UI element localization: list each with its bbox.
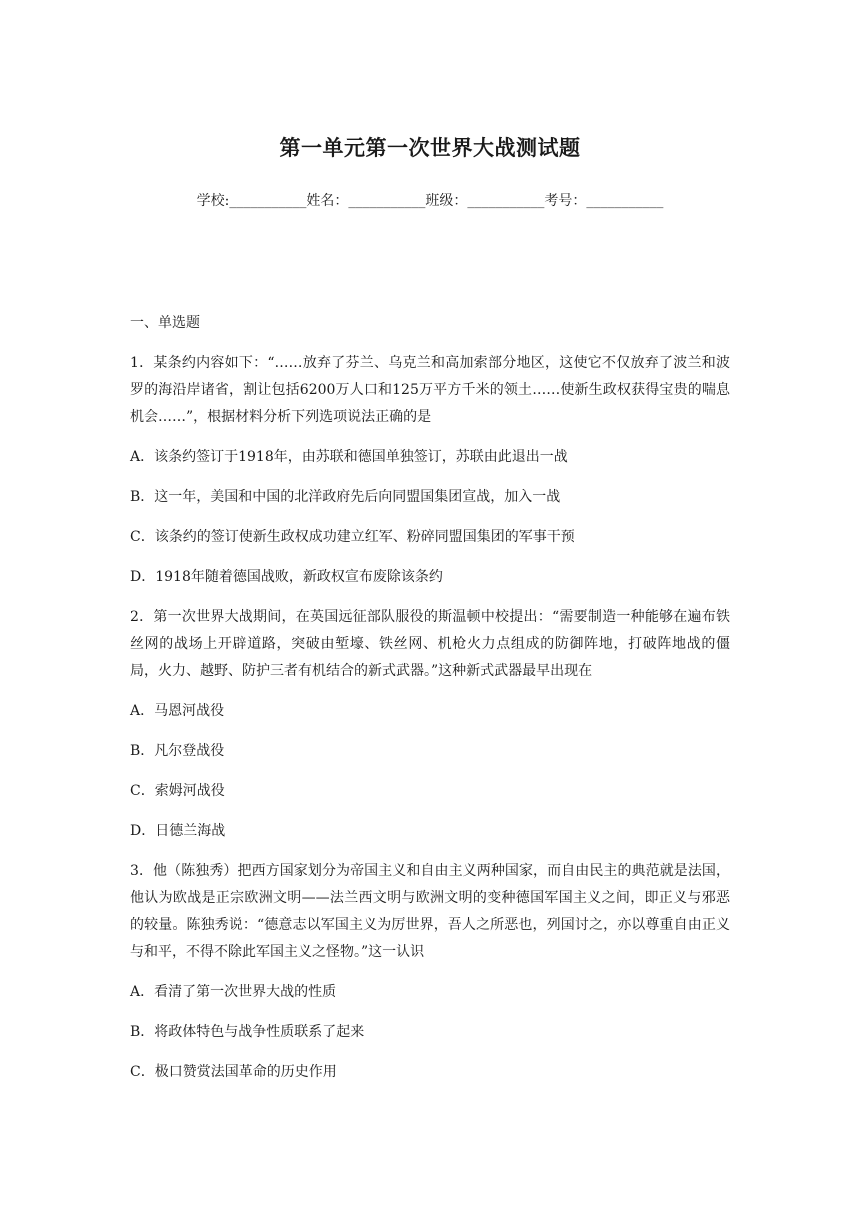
option-a: A．马恩河战役 (130, 703, 225, 719)
section-heading: 一、单选题 (130, 315, 200, 331)
question-block (130, 350, 730, 591)
option-c: C．索姆河战役 (130, 783, 225, 799)
student-info-line: 学校:___________姓名：___________班级：___________考号：___________ (196, 193, 664, 209)
question-block (130, 858, 730, 1086)
option-b: B．将政体特色与战争性质联系了起来 (130, 1024, 365, 1040)
option-a: A．该条约签订于1918年，由苏联和德国单独签订，苏联由此退出一战 (130, 449, 568, 465)
option-b: B．这一年，美国和中国的北洋政府先后向同盟国集团宣战，加入一战 (130, 489, 561, 505)
question-stem: 1．某条约内容如下：“……放弃了芬兰、乌克兰和高加索部分地区，这使它不仅放弃了波兰和波罗的海沿岸诸省，割让包括6200万人口和125万平方千米的领土……使新生政权获得宝贵的喘息机会……”，根据材料分析下列选项说法正确的是 (130, 355, 730, 425)
question-block (130, 604, 730, 845)
option-d: D．日德兰海战 (130, 823, 226, 839)
document-title: 第一单元第一次世界大战测试题 (279, 135, 581, 160)
question-stem: 2．第一次世界大战期间，在英国远征部队服役的斯温顿中校提出：“需要制造一种能够在遍布铁丝网的战场上开辟道路，突破由堑壕、铁丝网、机枪火力点组成的防御阵地，打破阵地战的僵局，火力、越野、防护三者有机结合的新式武器。”这种新式武器最早出现在 (130, 609, 730, 679)
option-c: C．该条约的签订使新生政权成功建立红军、粉碎同盟国集团的军事干预 (130, 529, 575, 545)
question-stem: 3．他（陈独秀）把西方国家划分为帝国主义和自由主义两种国家，而自由民主的典范就是法国，他认为欧战是正宗欧洲文明——法兰西文明与欧洲文明的变种德国军国主义之间，即正义与邪恶的较量。陈独秀说：“德意志以军国主义为厉世界，吾人之所恶也，列国讨之，亦以尊重自由正义与和平，不得不除此军国主义之怪物。”这一认识 (130, 863, 730, 960)
question-content (130, 310, 730, 1099)
option-a: A．看清了第一次世界大战的性质 (130, 984, 337, 1000)
option-d: D．1918年随着德国战败，新政权宣布废除该条约 (130, 569, 443, 585)
option-b: B．凡尔登战役 (130, 743, 225, 759)
option-c: C．极口赞赏法国革命的历史作用 (130, 1064, 337, 1080)
